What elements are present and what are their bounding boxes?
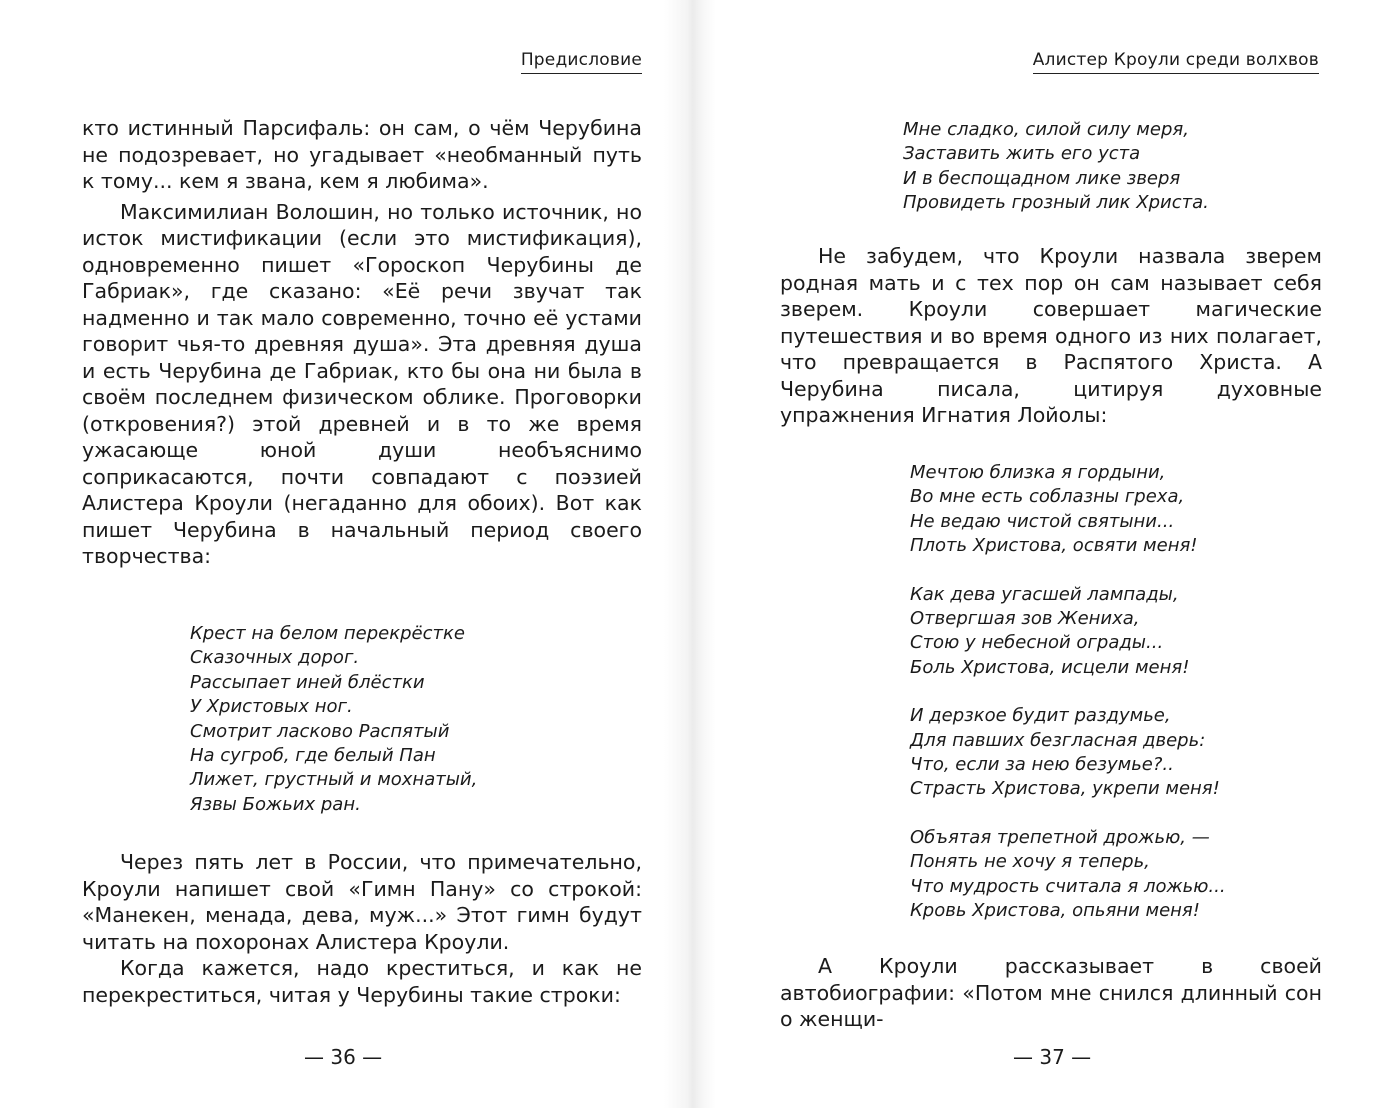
right-verse-stanzas	[910, 461, 1250, 924]
right-body-bottom	[780, 953, 1322, 1033]
verse-line: Лижет, грустный и мохнатый,	[190, 769, 478, 791]
stanza	[910, 704, 1250, 802]
verse-line: Объятая трепетной дрожью, —	[910, 826, 1210, 848]
verse-line: Как дева угасшей лампады,	[910, 583, 1179, 605]
paragraph: кто истинный Парсифаль: он сам, о чём Черубина не подозревает, но угадывает «необманный путь к тому... кем я звана, кем я любима».	[82, 116, 642, 193]
left-page-number: — 36 —	[304, 1045, 383, 1069]
right-running-head: Алистер Кроули среди волхвов	[1033, 50, 1319, 74]
verse-line: Заставить жить его уста	[903, 143, 1141, 165]
left-body-top	[82, 115, 642, 570]
verse-line: Страсть Христова, укрепи меня!	[910, 778, 1220, 800]
verse-line: Что мудрость считала я ложью...	[910, 875, 1226, 897]
verse-line: Мечтою близка я гордыни,	[910, 462, 1166, 483]
stanza	[910, 461, 1250, 559]
verse-line: Во мне есть соблазны греха,	[910, 486, 1185, 508]
right-page-number: — 37 —	[1013, 1045, 1092, 1069]
paragraph: Когда кажется, надо креститься, и как не перекреститься, читая у Черубины такие строки:	[82, 956, 642, 1007]
verse-line: Что, если за нею безумье?..	[910, 754, 1174, 776]
verse-line: На сугроб, где белый Пан	[190, 745, 436, 767]
verse-line: Понять не хочу я теперь,	[910, 851, 1150, 873]
verse-line: Боль Христова, исцели меня!	[910, 656, 1190, 678]
verse-line: Крест на белом перекрёстке	[190, 623, 465, 644]
verse-line: Отвергшая зов Жениха,	[910, 608, 1140, 630]
right-body-middle	[780, 243, 1322, 429]
verse-line: Рассыпает иней блёстки	[190, 671, 425, 693]
left-verse	[190, 622, 520, 817]
verse-line: Для павших безгласная дверь:	[910, 729, 1206, 751]
paragraph: Максимилиан Волошин, но только источник, но исток мистификации (если это мистификация), одновременно пишет «Гороскоп Черубины де Габриак», где сказано: «Её речи звучат так надменно и так мало современно, точно её устами говорит чья-то древняя душа». Эта древняя душа и есть Черубина де Габриак, кто бы она ни была в своём последнем физическом облике. Проговорки (откровения?) этой древней и в то же время ужасающе юной души необъяснимо соприкасаются, почти совпадают с поэзией Алистера Кроули (негаданно для обоих). Вот как пишет Черубина в начальный период своего творчества:	[82, 199, 642, 568]
stanza	[910, 583, 1250, 681]
verse-line: Стою у небесной ограды...	[910, 632, 1164, 654]
verse-line: Плоть Христова, освяти меня!	[910, 535, 1198, 557]
verse-line: Провидеть грозный лик Христа.	[903, 192, 1209, 214]
verse-line: И дерзкое будит раздумье,	[910, 705, 1171, 727]
verse-line: Кровь Христова, опьяни меня!	[910, 900, 1200, 922]
verse-line: И в беспощадном лике зверя	[903, 167, 1181, 189]
paragraph: Не забудем, что Кроули назвала зверем родная мать и с тех пор он сам называет себя зверем. Кроули совершает магические путешествия и во время одного из них полагает, что превращается в Распятого Христа. А Черубина писала, цитируя духовные упражнения Игнатия Лойолы:	[780, 244, 1322, 427]
right-page	[700, 0, 1395, 1108]
verse-line: Не ведаю чистой святыни...	[910, 510, 1175, 532]
left-body-bottom	[82, 849, 642, 1008]
verse-line: У Христовых ног.	[190, 696, 353, 718]
right-verse-top	[903, 118, 1243, 216]
verse-line: Смотрит ласково Распятый	[190, 720, 450, 742]
stanza	[910, 826, 1250, 924]
verse-line: Язвы Божьих ран.	[190, 793, 361, 815]
verse-line: Сказочных дорог.	[190, 647, 360, 669]
paragraph: А Кроули рассказывает в своей автобиографии: «Потом мне снился длинный сон о женщи-	[780, 954, 1322, 1031]
left-running-head: Предисловие	[521, 50, 642, 74]
verse-line: Мне сладко, силой силу меря,	[903, 119, 1189, 140]
paragraph: Через пять лет в России, что примечательно, Кроули напишет свой «Гимн Пану» со строкой: «Манекен, менада, дева, муж...» Этот гимн будут читать на похоронах Алистера Кроули.	[82, 850, 642, 954]
